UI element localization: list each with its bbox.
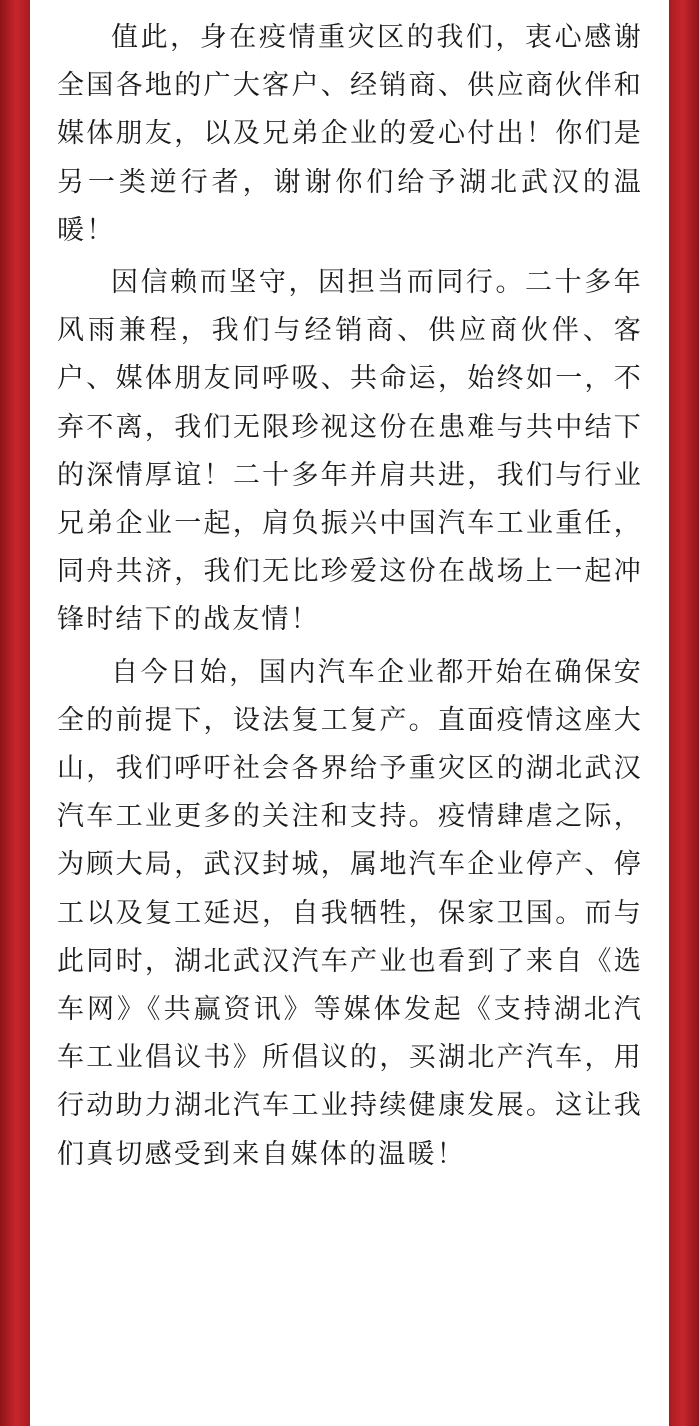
paragraph-resumption: 自今日始，国内汽车企业都开始在确保安全的前提下，设法复工复产。直面疫情这座大山，我们呼吁社会各界给予重灾区的湖北武汉汽车工业更多的关注和支持。疫情肆虐之际，为顾大局，武汉封城，属地汽车企业停产、停工以及复工延迟，自我牺牲，保家卫国。而与此同时，湖北武汉汽车产业也看到了来自《选车网》《共赢资讯》等媒体发起《支持湖北汽车工业倡议书》所倡议的，买湖北产汽车，用行动助力湖北汽车工业持续健康发展。这让我们真切感受到来自媒体的温暖！ — [57, 656, 643, 1170]
paragraph-partnership: 因信赖而坚守，因担当而同行。二十多年风雨兼程，我们与经销商、供应商伙伴、客户、媒体朋友同呼吸、共命运，始终如一，不弃不离，我们无限珍视这份在患难与共中结下的深情厚谊！二十多年并肩共进，我们与行业兄弟企业一起，肩负振兴中国汽车工业重任，同舟共济，我们无比珍爱这份在战场上一起冲锋时结下的战友情！ — [57, 267, 643, 636]
right-red-border — [669, 0, 699, 1426]
paragraph-thanks: 值此，身在疫情重灾区的我们，衷心感谢全国各地的广大客户、经销商、供应商伙伴和媒体朋友，以及兄弟企业的爱心付出！你们是另一类逆行者，谢谢你们给予湖北武汉的温暖！ — [57, 22, 643, 246]
article-body — [30, 0, 669, 1426]
left-red-border — [0, 0, 30, 1426]
